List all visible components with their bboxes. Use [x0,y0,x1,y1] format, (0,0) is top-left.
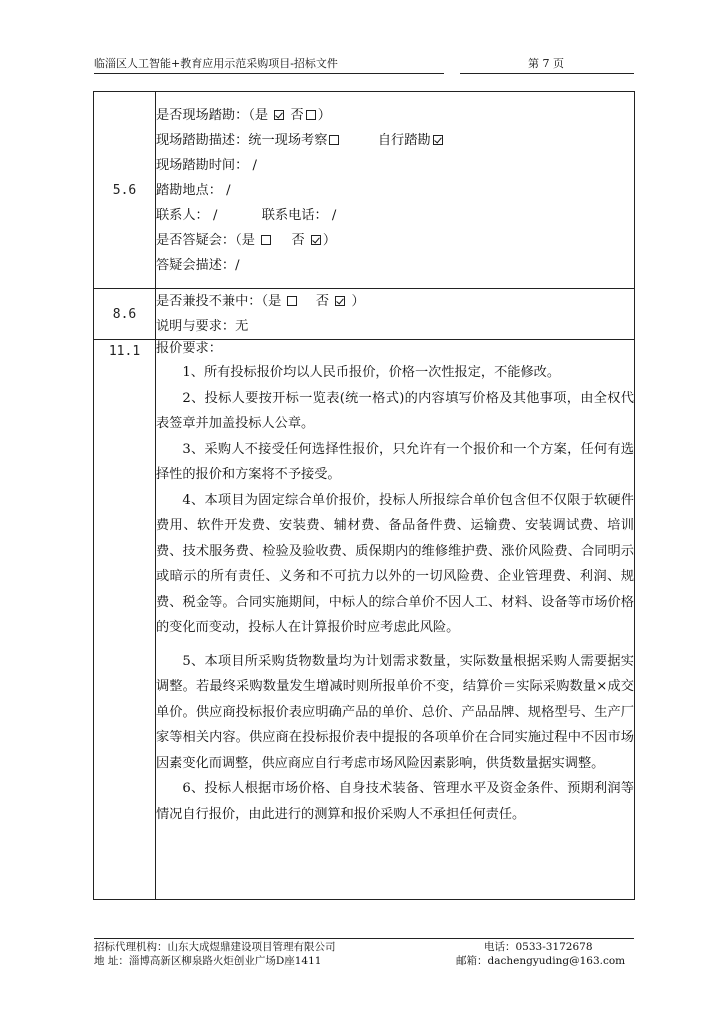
checkbox-checked-icon [433,135,443,145]
checkbox-checked-icon [335,296,345,306]
agency-email: 邮箱：dachengyuding@163.com [456,955,626,967]
site-visit-question: 是否现场踏勘：（是 否 ） [156,108,331,123]
pricing-paragraph-6: 6、投标人根据市场价格、自身技术装备、管理水平及资金条件、预期利润等情况自行报价，由此进行的测算和报价采购人不承担任何责任。 [156,781,634,822]
table-row [94,340,635,900]
bid-multiple-question: 是否兼投不兼中：（是 否 ） [156,294,365,309]
document-title: 临淄区人工智能+教育应用示范采购项目-招标文件 [94,57,338,70]
pricing-paragraph-3: 3、采购人不接受任何选择性报价，只允许有一个报价和一个方案，任何有选择性的报价和方案将不予接受。 [156,441,634,482]
qa-meeting-question: 是否答疑会：（是 否 ） [156,233,337,248]
checkbox-checked-icon [274,110,284,120]
agency-name: 招标代理机构：山东大成煜鼎建设项目管理有限公司 [94,941,336,953]
pricing-heading: 报价要求： [156,341,222,356]
table-row [94,289,635,340]
clause-number: 8.6 [94,289,156,340]
contact-info: 联系人： / 联系电话： / [156,208,337,223]
site-visit-location: 踏勘地点： / [156,183,231,198]
clause-number: 11.1 [94,340,156,900]
pricing-paragraph-5: 5、本项目所采购货物数量均为计划需求数量，实际数量根据采购人需要据实调整。若最终采购数量发生增减时则所报单价不变，结算价＝实际采购数量×成交单价。供应商投标报价表应明确产品的单价、总价、产品品牌、规格型号、生产厂家等相关内容。供应商在投标报价表中提报的各项单价在合同实施过程中不因市场因素变化而调整，供应商应自行考虑市场风险因素影响，供货数量据实调整。 [156,653,634,771]
bid-multiple-note: 说明与要求：无 [156,319,249,334]
page-header [94,55,634,73]
agency-address: 地 址：淄博高新区柳泉路火炬创业广场D座1411 [94,955,322,967]
pricing-paragraph-4: 4、本项目为固定综合单价报价，投标人所报综合单价包含但不仅限于软硬件费用、软件开发费、安装费、辅材费、备品备件费、运输费、安装调试费、培训费、技术服务费、检验及验收费、质保期内的维修维护费、涨价风险费、合同明示或暗示的所有责任、义务和不可抗力以外的一切风险费、企业管理费、利润、规费、税金等。合同实施期间，中标人的综合单价不因人工、材料、设备等市场价格的变化而变动，投标人在计算报价时应考虑此风险。 [156,492,634,635]
clause-content [156,92,635,289]
checkbox-checked-icon [311,235,321,245]
clause-number: 5.6 [94,92,156,289]
site-visit-time: 现场踏勘时间： / [156,158,257,173]
checkbox-empty-icon [329,135,339,145]
page-footer [94,938,634,970]
site-visit-description: 现场踏勘描述：统一现场考察 自行踏勘 [156,128,634,153]
checkbox-empty-icon [261,235,271,245]
qa-meeting-description: 答疑会描述：/ [156,258,240,273]
checkbox-empty-icon [306,110,316,120]
bid-data-table [93,91,635,900]
header-rule-left [94,73,444,74]
pricing-paragraph-1: 1、所有投标报价均以人民币报价，价格一次性报定，不能修改。 [182,365,561,380]
footer-rule [94,938,634,939]
agency-phone: 电话：0533-3172678 [484,941,593,953]
header-rule-right [460,73,634,74]
clause-content [156,289,635,340]
checkbox-empty-icon [287,296,297,306]
page-number: 第 7 页 [528,57,564,70]
table-row [94,92,635,289]
clause-content [156,340,635,900]
pricing-paragraph-2: 2、投标人要按开标一览表(统一格式)的内容填写价格及其他事项，由全权代表签章并加盖投标人公章。 [156,390,634,431]
